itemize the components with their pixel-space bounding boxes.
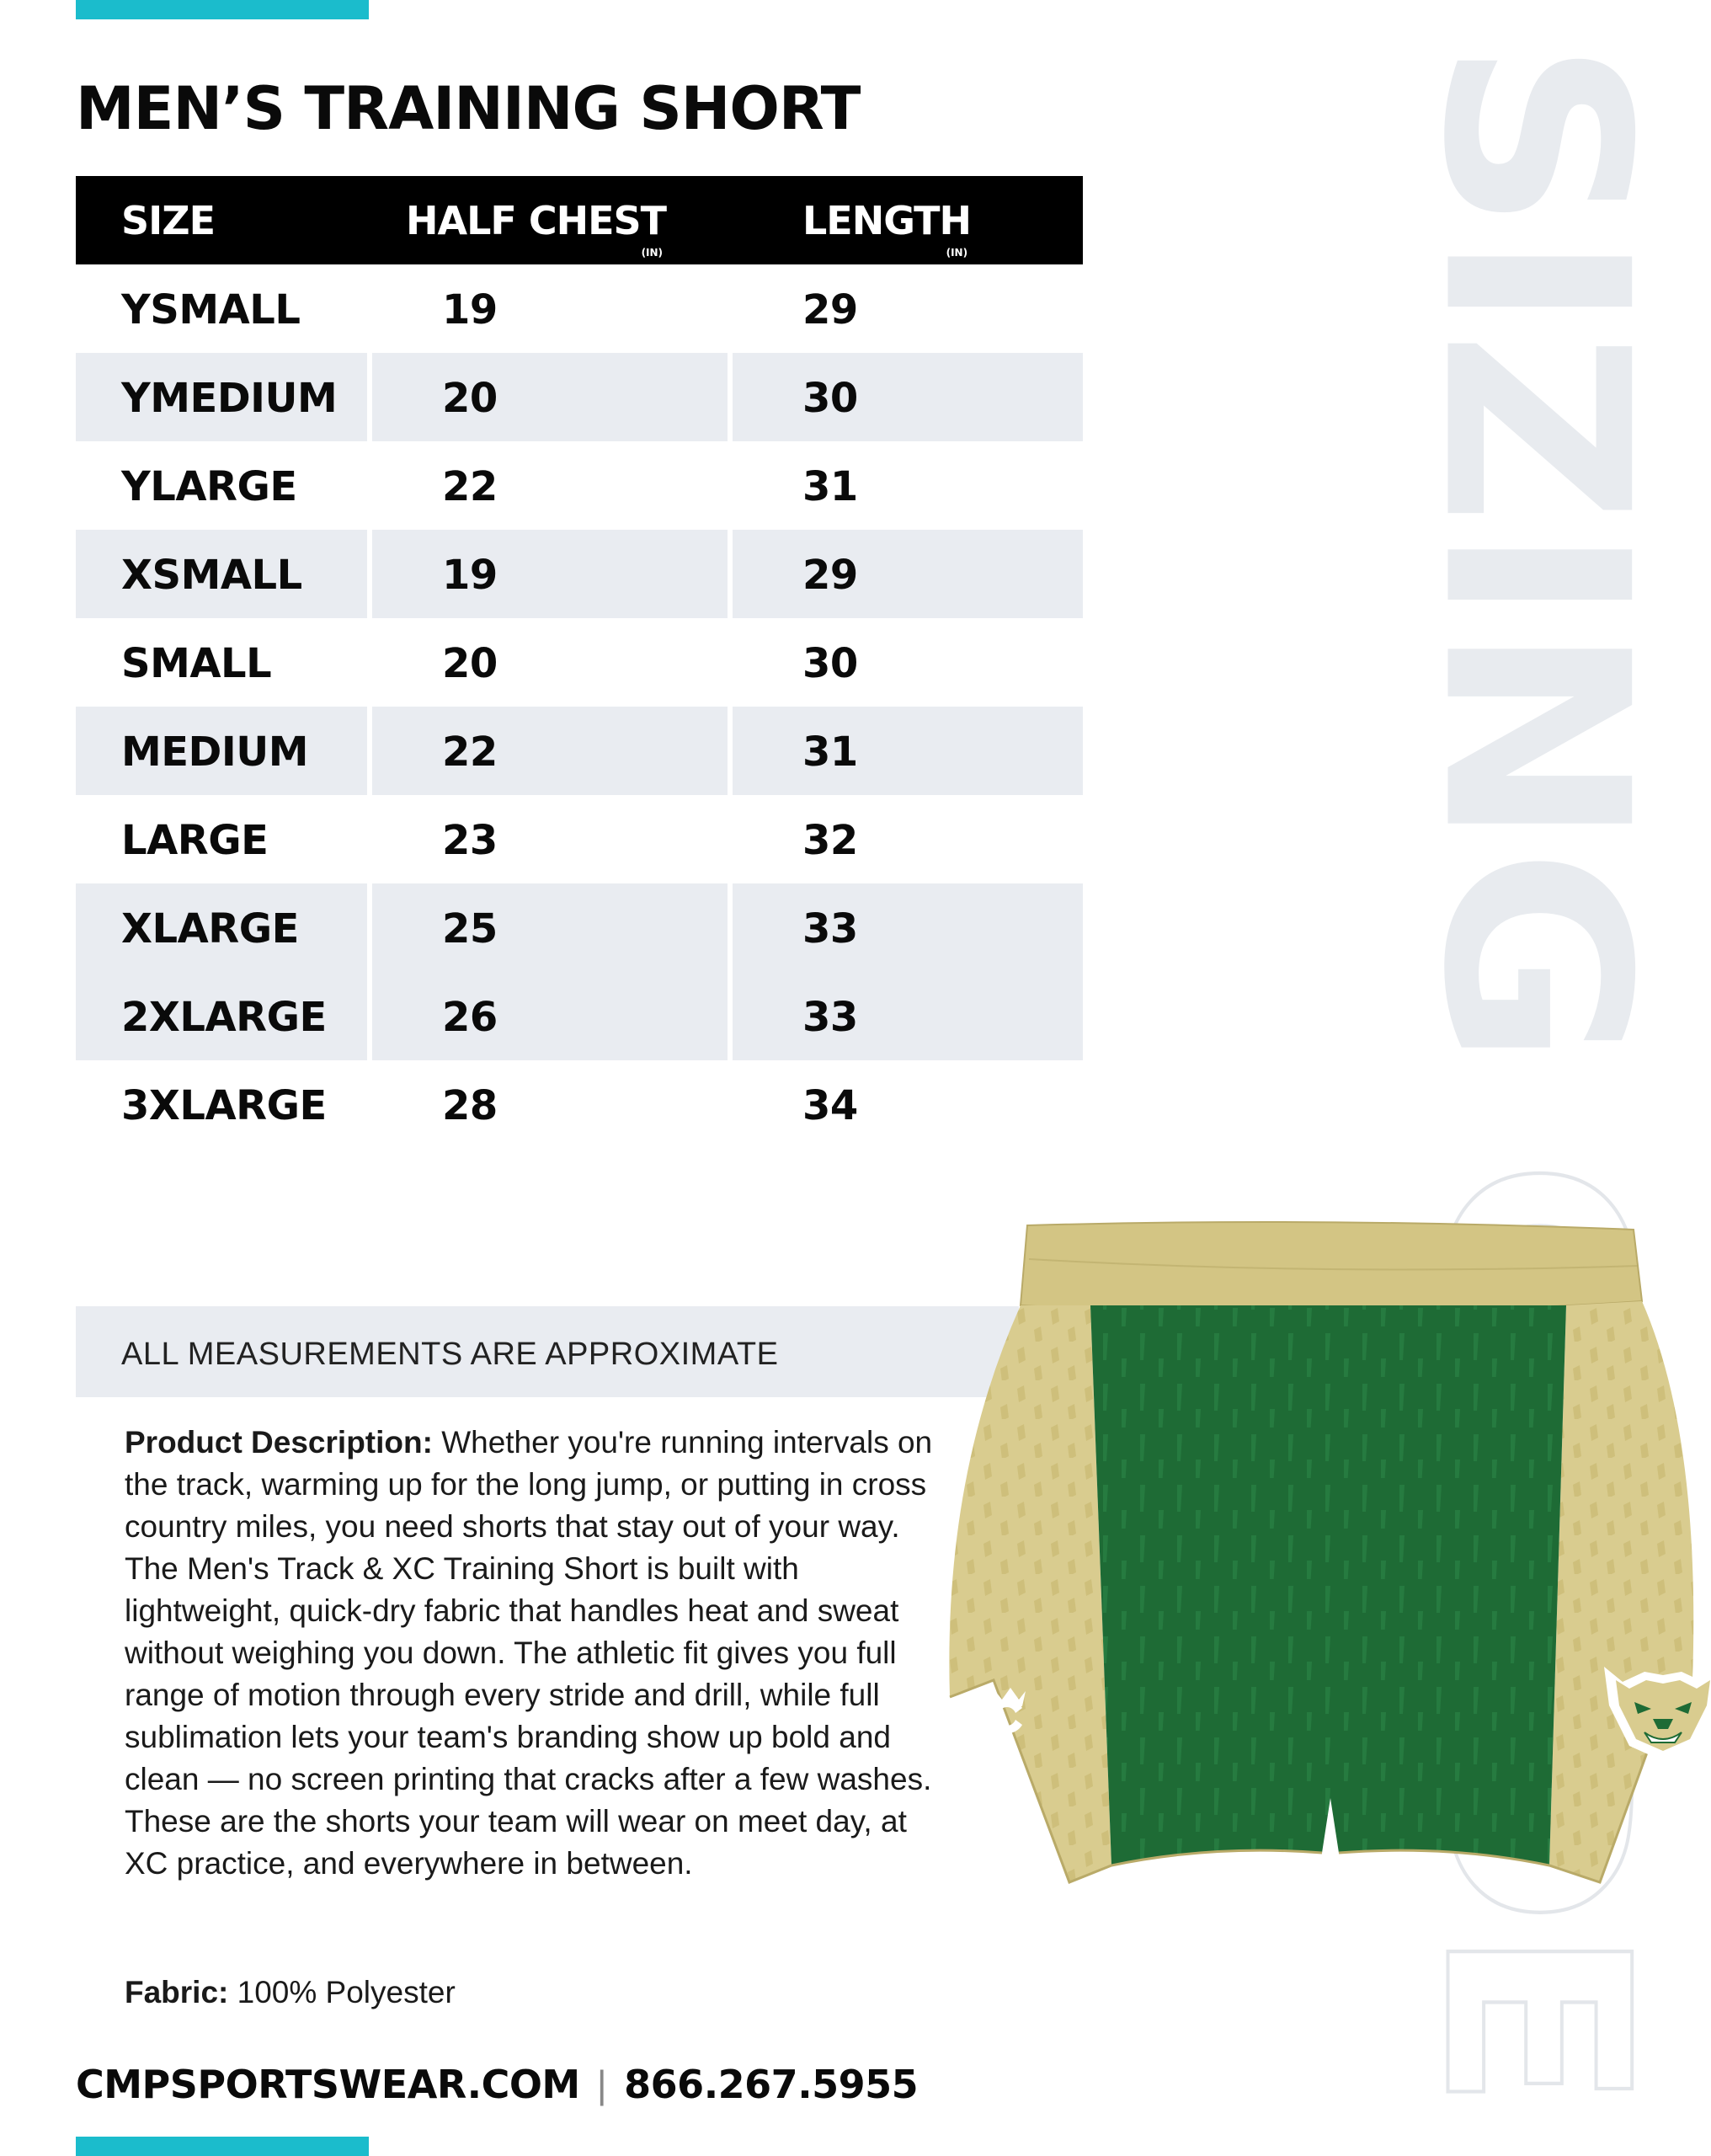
table-row	[76, 1060, 1083, 1149]
half-chest-cell: 25	[442, 905, 498, 953]
length-cell: 32	[802, 817, 858, 864]
description-label: Product Description:	[125, 1425, 433, 1460]
measurement-note-text: ALL MEASUREMENTS ARE APPROXIMATE	[121, 1337, 779, 1372]
measurement-note	[76, 1306, 1019, 1397]
size-cell: YSMALL	[121, 286, 301, 334]
row-shading	[733, 972, 1083, 1060]
half-chest-cell: 20	[442, 375, 498, 422]
size-cell: SMALL	[121, 640, 272, 687]
half-chest-cell: 19	[442, 552, 498, 599]
table-row	[76, 618, 1083, 707]
size-cell: MEDIUM	[121, 728, 308, 776]
half-chest-cell: 20	[442, 640, 498, 687]
row-shading	[733, 530, 1083, 618]
size-cell: XLARGE	[121, 905, 299, 953]
row-shading	[733, 353, 1083, 441]
row-shading	[733, 707, 1083, 795]
header-half-chest-unit: (IN)	[641, 247, 664, 259]
website-link[interactable]: CMPSPORTSWEAR.COM	[76, 2062, 580, 2107]
table-row	[76, 883, 1083, 972]
length-cell: 33	[802, 994, 858, 1041]
table-header	[76, 176, 1083, 264]
fabric-label: Fabric:	[125, 1975, 229, 2009]
row-shading	[372, 883, 728, 972]
row-shading	[372, 972, 728, 1060]
training-shorts-image	[943, 1225, 1701, 1924]
size-cell: YLARGE	[121, 463, 297, 510]
size-cell: LARGE	[121, 817, 269, 864]
header-length-unit: (IN)	[946, 247, 968, 259]
half-chest-cell: 22	[442, 728, 498, 776]
sizing-watermark	[1388, 35, 1682, 1071]
length-cell: 29	[802, 286, 858, 334]
header-length: LENGTH (IN)	[802, 198, 972, 259]
row-shading	[372, 707, 728, 795]
product-description	[125, 1422, 950, 1885]
header-size: SIZE	[121, 198, 216, 243]
footer-contact	[76, 2062, 918, 2107]
half-chest-cell: 19	[442, 286, 498, 334]
table-row	[76, 353, 1083, 441]
top-accent-bar	[76, 0, 369, 19]
fabric-info	[125, 1975, 456, 2010]
length-cell: 30	[802, 375, 858, 422]
half-chest-cell: 22	[442, 463, 498, 510]
fabric-value: 100% Polyester	[228, 1975, 456, 2009]
size-cell: 2XLARGE	[121, 994, 327, 1041]
size-cell: 3XLARGE	[121, 1082, 327, 1129]
row-shading	[733, 883, 1083, 972]
row-shading	[372, 353, 728, 441]
table-row	[76, 264, 1083, 353]
table-row	[76, 530, 1083, 618]
length-cell: 33	[802, 905, 858, 953]
description-text: Whether you're running intervals on the track, warming up for the long jump, or putting in cross country miles, you need shorts that stay out of your way. The Men's Track & XC Training Short is built with lightweight, quick-dry fabric that handles heat and sweat without weighing you down. The athletic fit gives you full range of motion through every stride and drill, while full sublimation lets your team's branding show up bold and clean — no screen printing that cracks after a few washes. These are the shorts your team will wear on meet day, at XC practice, and everywhere in between.	[125, 1425, 933, 1881]
size-cell: YMEDIUM	[121, 375, 338, 422]
header-half-chest: HALF CHEST (IN)	[406, 198, 667, 259]
phone-number[interactable]: 866.267.5955	[624, 2062, 919, 2107]
bottom-accent-bar	[76, 2137, 369, 2156]
row-shading	[372, 530, 728, 618]
length-cell: 31	[802, 728, 858, 776]
length-cell: 30	[802, 640, 858, 687]
footer-separator: |	[596, 2063, 608, 2106]
size-cell: XSMALL	[121, 552, 302, 599]
length-cell: 31	[802, 463, 858, 510]
half-chest-cell: 23	[442, 817, 498, 864]
half-chest-cell: 28	[442, 1082, 498, 1129]
table-row	[76, 441, 1083, 530]
table-row	[76, 707, 1083, 795]
half-chest-cell: 26	[442, 994, 498, 1041]
page-title: MEN’S TRAINING SHORT	[76, 74, 861, 143]
table-row	[76, 972, 1083, 1060]
table-row	[76, 795, 1083, 883]
svg-text:SIZING: SIZING	[1388, 40, 1682, 1012]
length-cell: 29	[802, 552, 858, 599]
size-chart-table	[76, 176, 1083, 1149]
table-body	[76, 264, 1083, 1149]
length-cell: 34	[802, 1082, 858, 1129]
